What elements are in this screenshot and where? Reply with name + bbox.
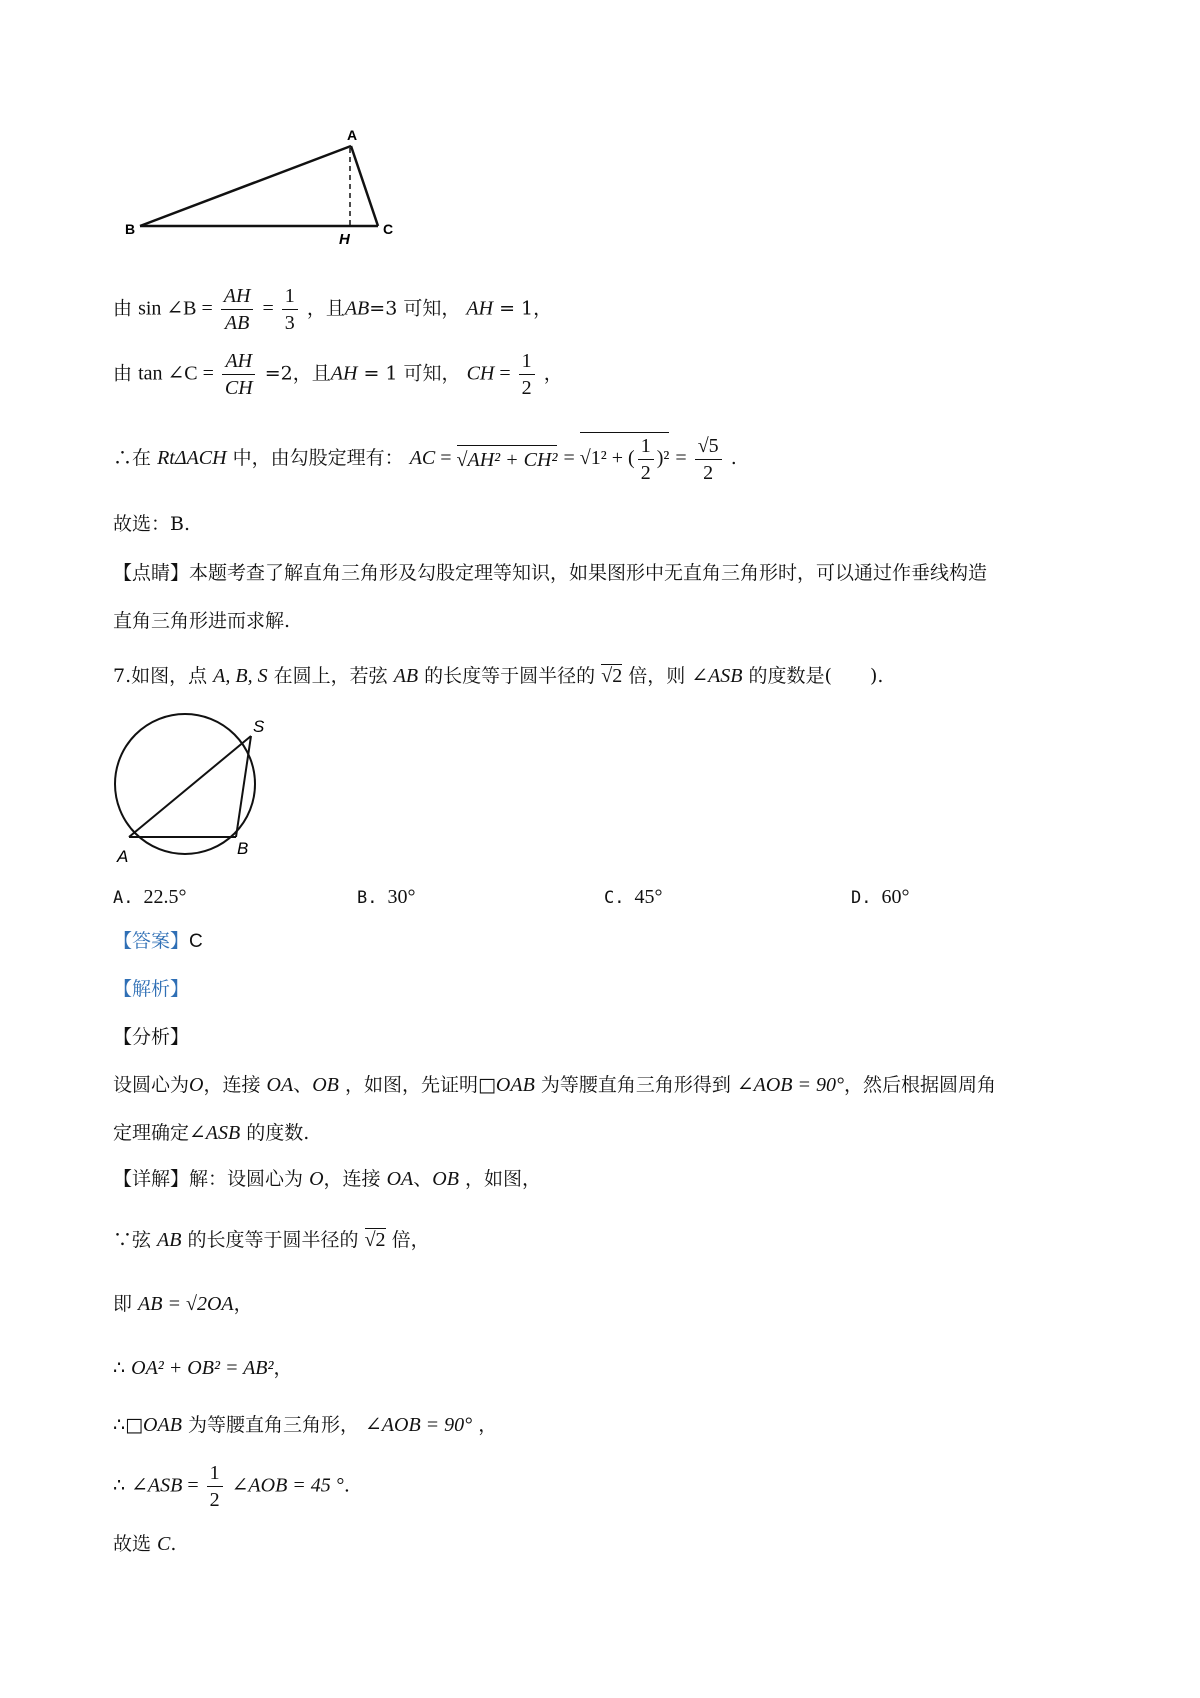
dianjing-line2: 直角三角形进而求解. bbox=[113, 610, 291, 632]
answer-line bbox=[113, 927, 203, 956]
fenxi-line2: 定理确定∠ASB 的度数. bbox=[113, 1122, 310, 1144]
step-4: ∴□OAB 为等腰直角三角形， ∠AOB = 90° ， bbox=[113, 1414, 498, 1436]
tan-line: 由 tan ∠C = $\frac{AH}{CH}$ =2，且AH = 1 可知， CH = $\frac{1}{2}$ ， bbox=[113, 350, 563, 399]
circle-figure bbox=[105, 712, 275, 872]
answer-value: C bbox=[189, 931, 203, 952]
circle bbox=[115, 714, 255, 854]
step-3: ∴ OA² + OB² = AB²， bbox=[113, 1357, 293, 1379]
sin-line: 由 sin ∠B = $\frac{AH}{AB}$ = $\frac{1}{3}$ ，且AB=3 可知， AH = 1， bbox=[113, 285, 553, 334]
dianjing-tag: 【点睛】 bbox=[113, 562, 190, 584]
choice-a[interactable]: A. 22.5° bbox=[113, 886, 187, 908]
label-b: B bbox=[125, 221, 136, 237]
xiangjie-tag: 【详解】 bbox=[113, 1168, 190, 1190]
choice-b-line: 故选：B. bbox=[113, 513, 191, 535]
side-ba bbox=[140, 146, 351, 226]
pythagoras-line: ∴在 RtΔACH 中，由勾股定理有： AC = √AH² + CH² = √1² + ( $\frac{1}{2}$ )² = $\frac{√5}{2}$ . bbox=[113, 432, 737, 486]
label-h: H bbox=[339, 231, 350, 245]
choice-c[interactable]: C. 45° bbox=[604, 886, 663, 908]
answer-tag: 【答案】 bbox=[113, 930, 190, 952]
xiangjie-line: 【详解】解：设圆心为 O，连接 OA、OB ，如图， bbox=[113, 1168, 542, 1190]
step-1: ∵弦 AB 的长度等于圆半径的 √2 倍， bbox=[113, 1229, 430, 1251]
side-ac bbox=[351, 146, 378, 226]
label-c: C bbox=[383, 221, 394, 237]
dianjing-line1: 【点睛】本题考查了解直角三角形及勾股定理等知识，如果图形中无直角三角形时，可以通过作垂线构造 bbox=[113, 562, 988, 584]
choice-b[interactable]: B. 30° bbox=[357, 886, 416, 908]
label-s: S bbox=[253, 717, 265, 736]
choice-d[interactable]: D. 60° bbox=[851, 886, 910, 908]
step-2: 即 AB = √2OA， bbox=[113, 1293, 253, 1315]
jiexi-tag: 【解析】 bbox=[113, 978, 190, 1000]
question-7: 7.如图，点 A, B, S 在圆上，若弦 AB 的长度等于圆半径的 √2 倍，则 ∠ASB 的度数是( ). bbox=[113, 665, 884, 687]
label-a: A bbox=[117, 847, 129, 866]
fenxi-line1: 设圆心为O，连接 OA、OB ，如图，先证明□OAB 为等腰直角三角形得到 ∠AOB = 90°，然后根据圆周角 bbox=[113, 1074, 997, 1096]
triangle-figure bbox=[125, 120, 395, 245]
label-b: B bbox=[237, 839, 249, 858]
label-a: A bbox=[347, 127, 358, 143]
chord-as bbox=[129, 736, 251, 837]
fenxi-tag: 【分析】 bbox=[113, 1026, 190, 1048]
step-6: 故选 C. bbox=[113, 1533, 177, 1555]
step-5: ∴ ∠ASB = $\frac{1}{2}$ ∠AOB = 45 °. bbox=[113, 1462, 350, 1511]
